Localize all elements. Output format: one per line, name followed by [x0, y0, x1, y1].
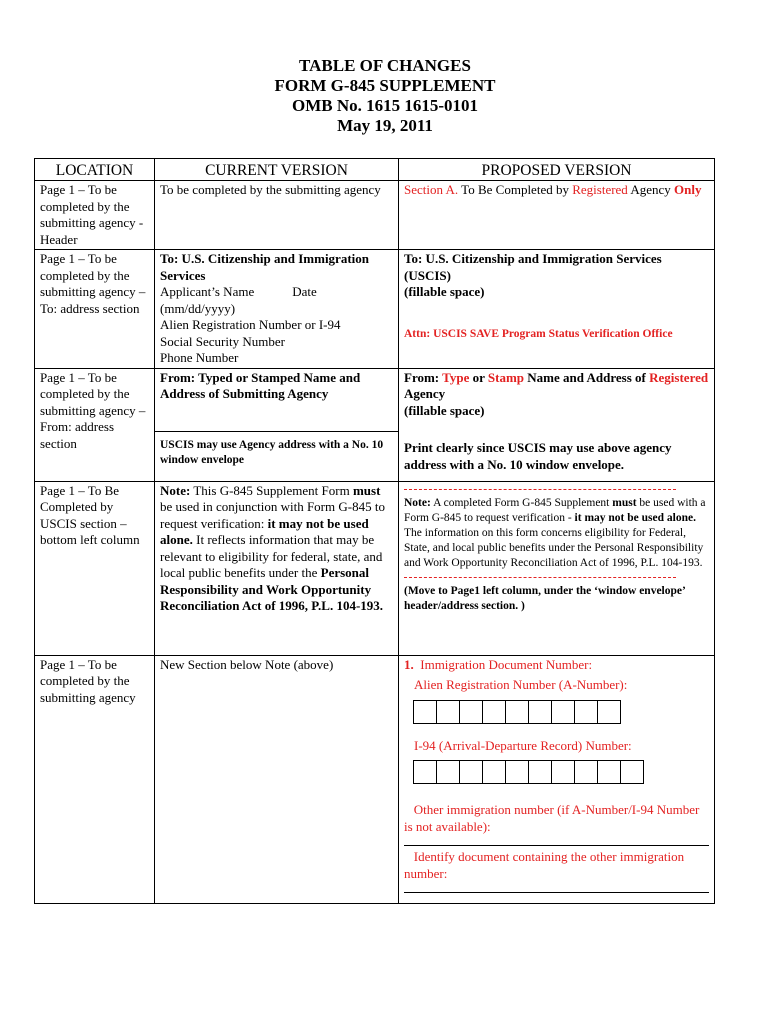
header-proposed: PROPOSED VERSION	[399, 159, 715, 181]
row3-proposed-part: From:	[404, 369, 443, 385]
row4-location: Page 1 – To Be Completed by USCIS section – bottom left column	[35, 481, 155, 655]
digit-box[interactable]	[574, 760, 598, 784]
row4-current-part: Note:	[160, 482, 191, 498]
row3-proposed-part: Name and Address of	[524, 369, 650, 385]
row3-current-from: From: Typed or Stamped Name and Address of Submitting Agency	[160, 369, 361, 401]
row2-current-line: Phone Number	[160, 350, 239, 365]
row2-proposed-fillable: (fillable space)	[404, 284, 485, 299]
section-number: 1.	[404, 656, 414, 672]
row5-location: Page 1 – To be completed by the submitting agency	[35, 655, 155, 903]
identify-text: Identify document containing the other immigration number:	[404, 849, 685, 881]
row1-proposed-part: To Be Completed by	[458, 182, 573, 197]
row3-proposed-part: or	[469, 369, 488, 385]
digit-box[interactable]	[505, 760, 529, 784]
digit-box[interactable]	[482, 760, 506, 784]
row3-proposed-part: Stamp	[487, 369, 525, 385]
row2-current-line: Social Security Number	[160, 333, 285, 349]
row3-proposed-part: Registered	[649, 369, 709, 385]
title-line-3: OMB No. 1615 1615-0101	[291, 96, 479, 115]
title-line-2: FORM G-845 SUPPLEMENT	[274, 76, 496, 95]
row3-proposed	[399, 368, 715, 481]
red-dashed-divider	[404, 489, 676, 490]
row4-current-part: This G-845 Supplement Form	[190, 482, 353, 498]
row5-heading	[404, 657, 709, 674]
header-current: CURRENT VERSION	[155, 159, 399, 181]
row4-current-part: it may not be used alone.	[160, 515, 369, 547]
row1-proposed-part: Only	[674, 182, 702, 197]
row4-proposed-note	[404, 496, 709, 571]
digit-box[interactable]	[459, 760, 483, 784]
digit-box[interactable]	[505, 700, 529, 724]
digit-box[interactable]	[597, 760, 621, 784]
i94-label: I-94 (Arrival-Departure Record) Number:	[414, 737, 632, 753]
digit-box[interactable]	[528, 760, 552, 784]
row1-proposed	[399, 181, 715, 250]
row3-proposed-part: Type	[442, 369, 470, 385]
row3-current	[155, 368, 399, 481]
row1-proposed-part: Section A.	[404, 182, 459, 197]
title-line-1: TABLE OF CHANGES	[299, 56, 471, 75]
i94-input-boxes[interactable]	[413, 760, 709, 784]
row3-proposed-fillable: (fillable space)	[404, 402, 485, 418]
row1-current: To be completed by the submitting agency	[155, 181, 399, 250]
digit-box[interactable]	[413, 760, 437, 784]
row3-proposed-from	[404, 370, 709, 403]
digit-box[interactable]	[551, 700, 575, 724]
identify-label	[404, 849, 709, 882]
row2-current-to: To: U.S. Citizenship and Immigration Services	[160, 251, 369, 283]
anumber-input-boxes[interactable]	[413, 700, 709, 724]
row3-proposed-part: Agency	[404, 386, 446, 401]
digit-box[interactable]	[436, 700, 460, 724]
other-number-text: Other immigration number (if A-Number/I-94 Number is not available):	[404, 802, 700, 834]
other-number-label	[404, 802, 709, 835]
row4-proposed-part: The information on this form concerns eligibility for Federal, State, and local public benefits under the Personal Responsibility and Work Opportunity Reconciliation Act of 1996, P.L. 104-193.	[404, 526, 704, 569]
digit-box[interactable]	[551, 760, 575, 784]
row3-location: Page 1 – To be completed by the submitting agency – From: address section	[35, 368, 155, 481]
date-label: Date	[292, 284, 317, 299]
row1-proposed-part: Agency	[627, 182, 675, 197]
row4-current	[155, 481, 399, 655]
section-heading: Immigration Document Number:	[420, 656, 593, 672]
row2-proposed-to: To: U.S. Citizenship and Immigration Services (USCIS)	[404, 251, 662, 283]
row2-proposed	[399, 250, 715, 369]
red-dashed-divider	[404, 577, 676, 578]
row2-location: Page 1 – To be completed by the submitting agency – To: address section	[35, 250, 155, 369]
document-title	[0, 56, 770, 136]
row4-current-part: must	[352, 482, 381, 498]
row5-proposed	[399, 655, 715, 903]
row1-proposed-part: Registered	[572, 182, 628, 197]
anumber-label: Alien Registration Number (A-Number):	[414, 677, 628, 692]
applicant-name-label: Applicant’s Name	[160, 284, 255, 299]
row4-proposed-part: Note:	[404, 496, 431, 509]
row2-current-line: Alien Registration Number or I-94	[160, 317, 341, 332]
row4-current-part: be used in conjunction with Form G-845 to request verification:	[160, 499, 385, 531]
digit-box[interactable]	[459, 700, 483, 724]
title-line-4: May 19, 2011	[337, 116, 433, 135]
table-row	[35, 368, 715, 481]
row2-proposed-attn: Attn: USCIS SAVE Program Status Verification Office	[404, 327, 673, 340]
row4-proposed-move: (Move to Page1 left column, under the ‘window envelope’ header/address section. )	[404, 584, 685, 612]
changes-table	[34, 158, 715, 904]
row4-proposed-part: be used with a Form G-845 to request verification -	[404, 496, 706, 524]
row4-current-part: Personal Responsibility and Work Opportunity Reconciliation Act of 1996, P.L. 104-193.	[160, 565, 384, 613]
identify-line[interactable]	[404, 882, 709, 893]
table-row	[35, 250, 715, 369]
digit-box[interactable]	[620, 760, 644, 784]
other-number-line[interactable]	[404, 835, 709, 846]
row2-current-line: (mm/dd/yyyy)	[160, 300, 236, 316]
header-row	[35, 159, 715, 181]
row4-proposed-part: A completed Form G-845 Supplement	[430, 496, 613, 509]
row4-proposed-part: it may not be used alone.	[574, 511, 696, 524]
row2-current	[155, 250, 399, 369]
row4-current-part: It reflects information that may be relevant to eligibility for federal, state, and local public benefits under the	[160, 532, 383, 580]
digit-box[interactable]	[574, 700, 598, 724]
row4-proposed-part: must	[612, 496, 637, 509]
table-row	[35, 181, 715, 250]
table-row	[35, 655, 715, 903]
row3-current-note: USCIS may use Agency address with a No. 10 window envelope	[155, 431, 398, 468]
row2-current-name-date	[160, 284, 393, 301]
digit-box[interactable]	[528, 700, 552, 724]
row3-proposed-print: Print clearly since USCIS may use above agency address with a No. 10 window envelope.	[404, 440, 672, 472]
digit-box[interactable]	[436, 760, 460, 784]
digit-box[interactable]	[413, 700, 437, 724]
digit-box[interactable]	[482, 700, 506, 724]
digit-box[interactable]	[597, 700, 621, 724]
table-row	[35, 481, 715, 655]
row1-location: Page 1 – To be completed by the submitting agency - Header	[35, 181, 155, 250]
row5-current: New Section below Note (above)	[155, 655, 399, 903]
header-location: LOCATION	[35, 159, 155, 181]
row4-proposed	[399, 481, 715, 655]
